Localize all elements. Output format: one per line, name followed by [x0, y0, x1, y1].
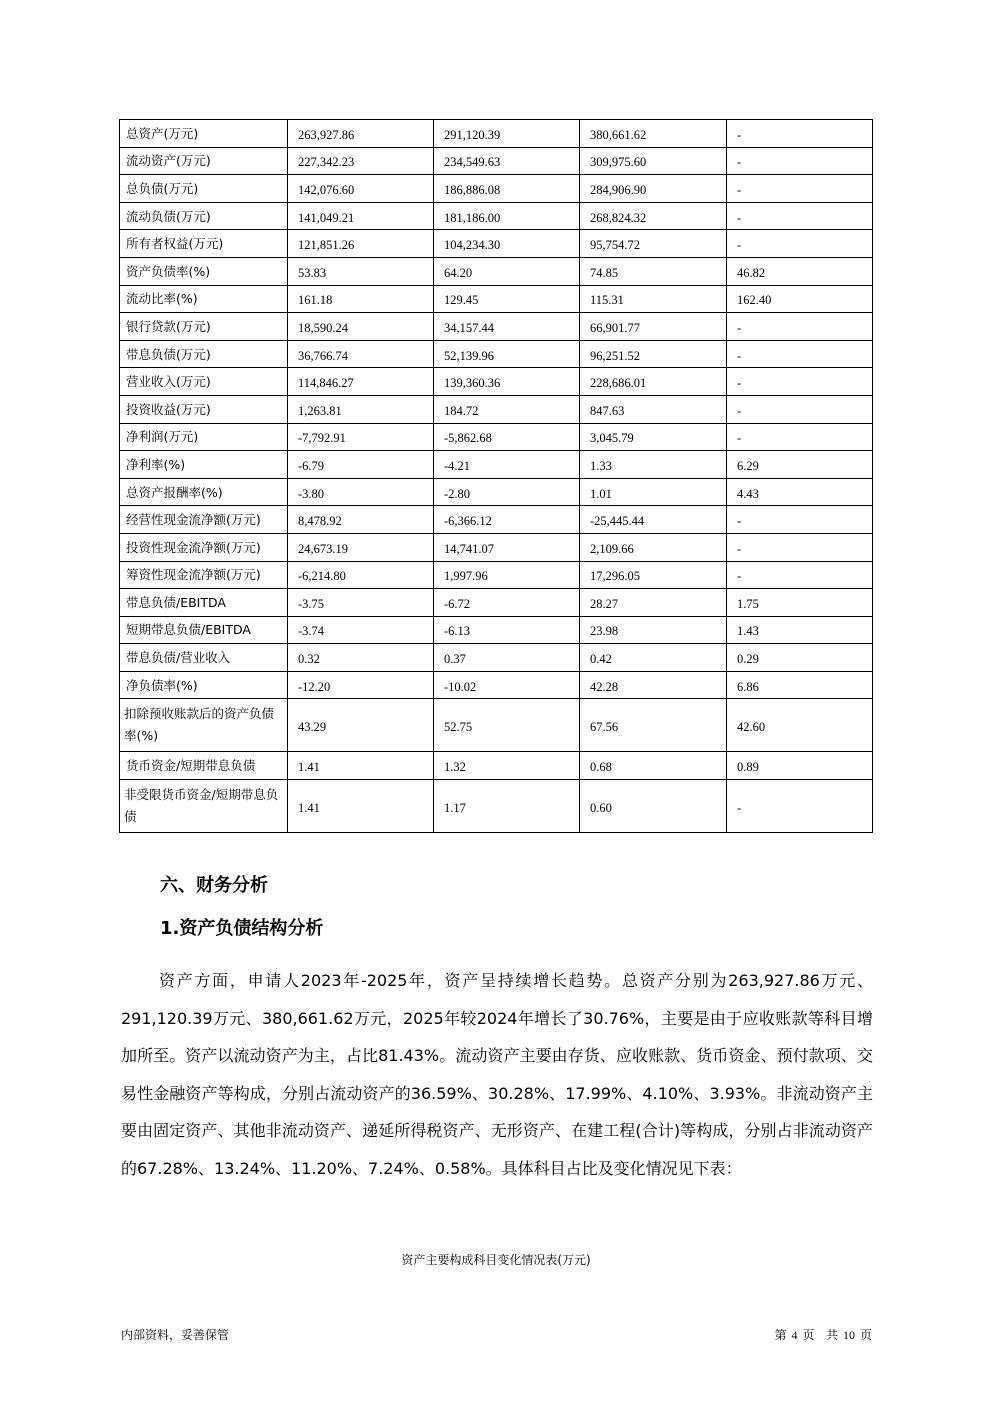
table-row [120, 120, 873, 148]
table-cell: -10.02 [434, 671, 580, 699]
footer-page-number [774, 1326, 872, 1343]
table-cell: 309,975.60 [580, 147, 727, 175]
row-label: 银行贷款(万元) [120, 313, 288, 341]
table-cell: 263,927.86 [288, 120, 434, 148]
table-cell: 284,906.90 [580, 175, 727, 203]
financial-indicators-table [119, 119, 873, 833]
table-row [120, 478, 873, 506]
table-row [120, 285, 873, 313]
page-prefix: 第 [774, 1328, 787, 1342]
table-cell: 8,478.92 [288, 506, 434, 534]
subsection-heading: 1.资产负债结构分析 [160, 918, 324, 939]
footer-confidential-note: 内部资料，妥善保管 [121, 1328, 230, 1342]
table-cell: 64.20 [434, 257, 580, 285]
total-prefix: 共 [825, 1328, 838, 1342]
table-cell: 0.37 [434, 644, 580, 672]
table-cell: 0.89 [727, 752, 873, 780]
table-cell: 184.72 [434, 395, 580, 423]
table-row [120, 780, 873, 833]
table-cell: -7,792.91 [288, 423, 434, 451]
table-cell: 1.41 [288, 752, 434, 780]
table-cell: 380,661.62 [580, 120, 727, 148]
table-row [120, 589, 873, 617]
table-cell: 53.83 [288, 257, 434, 285]
row-label: 所有者权益(万元) [120, 230, 288, 258]
table-cell: 17,296.05 [580, 561, 727, 589]
table-cell: 1.75 [727, 589, 873, 617]
table-cell: 95,754.72 [580, 230, 727, 258]
table-cell: 4.43 [727, 478, 873, 506]
table-cell: 3,045.79 [580, 423, 727, 451]
row-label: 投资性现金流净额(万元) [120, 533, 288, 561]
table-cell: 0.68 [580, 752, 727, 780]
table-caption: 资产主要构成科目变化情况表(万元) [401, 1253, 591, 1267]
table-row [120, 451, 873, 479]
section-heading: 六、财务分析 [160, 875, 268, 896]
row-label: 带息负债/EBITDA [120, 589, 288, 617]
row-label: 扣除预收账款后的资产负债率(%) [120, 699, 288, 752]
table-cell: - [727, 147, 873, 175]
row-label: 投资收益(万元) [120, 395, 288, 423]
table-cell: 43.29 [288, 699, 434, 752]
table-cell: 18,590.24 [288, 313, 434, 341]
page-number: 4 [791, 1328, 798, 1342]
table-cell: - [727, 561, 873, 589]
table-cell: 186,886.08 [434, 175, 580, 203]
table-cell: 141,049.21 [288, 202, 434, 230]
row-label: 总负债(万元) [120, 175, 288, 203]
table-cell: 1.01 [580, 478, 727, 506]
table-cell: -4.21 [434, 451, 580, 479]
table-row [120, 202, 873, 230]
table-cell: 228,686.01 [580, 368, 727, 396]
table-row [120, 313, 873, 341]
table-cell: 0.32 [288, 644, 434, 672]
total-pages: 10 [842, 1328, 855, 1342]
table-cell: 52,139.96 [434, 340, 580, 368]
table-cell: -25,445.44 [580, 506, 727, 534]
table-cell: - [727, 423, 873, 451]
table-cell: 847.63 [580, 395, 727, 423]
table-cell: 162.40 [727, 285, 873, 313]
row-label: 经营性现金流净额(万元) [120, 506, 288, 534]
table-cell: 129.45 [434, 285, 580, 313]
table-cell: 121,851.26 [288, 230, 434, 258]
row-label: 净利率(%) [120, 451, 288, 479]
table-cell: 1,263.81 [288, 395, 434, 423]
table-cell: - [727, 368, 873, 396]
table-cell: - [727, 506, 873, 534]
table-cell: 1.41 [288, 780, 434, 833]
table-cell: 6.86 [727, 671, 873, 699]
table-cell: - [727, 340, 873, 368]
table-cell: 66,901.77 [580, 313, 727, 341]
table-row [120, 230, 873, 258]
row-label: 流动资产(万元) [120, 147, 288, 175]
table-cell: - [727, 202, 873, 230]
body-paragraph: 资产方面，申请人2023年-2025年，资产呈持续增长趋势。总资产分别为263,927.86万元、291,120.39万元、380,661.62万元，2025年较2024年增长了30.76%，主要是由于应收账款等科目增加所至。资产以流动资产为主，占比81.43%。流动资产主要由存货、应收账款、货币资金、预付款项、交易性金融资产等构成，分别占流动资产的36.59%、30.28%、17.99%、4.10%、3.93%。非流动资产主要由固定资产、其他非流动资产、递延所得税资产、无形资产、在建工程(合计)等构成，分别占非流动资产的67.28%、13.24%、11.20%、7.24%、0.58%。具体科目占比及变化情况见下表： [121, 971, 873, 1178]
table-cell: 24,673.19 [288, 533, 434, 561]
table-cell: -3.74 [288, 616, 434, 644]
table-cell: -6,366.12 [434, 506, 580, 534]
table-cell: - [727, 780, 873, 833]
table-row [120, 644, 873, 672]
table-cell: 52.75 [434, 699, 580, 752]
total-unit: 页 [859, 1328, 872, 1342]
table-cell: 67.56 [580, 699, 727, 752]
table-cell: - [727, 533, 873, 561]
table-cell: -5,862.68 [434, 423, 580, 451]
table-cell: 42.28 [580, 671, 727, 699]
table-cell: 1.33 [580, 451, 727, 479]
table-cell: 268,824.32 [580, 202, 727, 230]
row-label: 带息负债/营业收入 [120, 644, 288, 672]
table-cell: 1.17 [434, 780, 580, 833]
table-cell: 104,234.30 [434, 230, 580, 258]
table-cell: 6.29 [727, 451, 873, 479]
row-label: 带息负债(万元) [120, 340, 288, 368]
row-label: 筹资性现金流净额(万元) [120, 561, 288, 589]
row-label: 流动负债(万元) [120, 202, 288, 230]
table-cell: -6.79 [288, 451, 434, 479]
table-cell: 142,076.60 [288, 175, 434, 203]
table-cell: 139,360.36 [434, 368, 580, 396]
table-row [120, 147, 873, 175]
row-label: 净负债率(%) [120, 671, 288, 699]
table-row [120, 340, 873, 368]
table-row [120, 423, 873, 451]
table-cell: - [727, 175, 873, 203]
table-cell: 181,186.00 [434, 202, 580, 230]
table-row [120, 616, 873, 644]
table-cell: 114,846.27 [288, 368, 434, 396]
table-body [120, 120, 873, 833]
table-cell: - [727, 120, 873, 148]
table-row [120, 175, 873, 203]
table-cell: -3.75 [288, 589, 434, 617]
table-cell: 0.42 [580, 644, 727, 672]
table-cell: 0.29 [727, 644, 873, 672]
row-label: 营业收入(万元) [120, 368, 288, 396]
table-cell: - [727, 313, 873, 341]
table-cell: -3.80 [288, 478, 434, 506]
row-label: 货币资金/短期带息负债 [120, 752, 288, 780]
table-row [120, 699, 873, 752]
table-cell: - [727, 230, 873, 258]
table-cell: 2,109.66 [580, 533, 727, 561]
table-cell: -12.20 [288, 671, 434, 699]
row-label: 总资产报酬率(%) [120, 478, 288, 506]
table-cell: 23.98 [580, 616, 727, 644]
table-cell: -6.13 [434, 616, 580, 644]
table-row [120, 257, 873, 285]
table-row [120, 671, 873, 699]
table-cell: -6,214.80 [288, 561, 434, 589]
table-cell: 1.32 [434, 752, 580, 780]
table-cell: 42.60 [727, 699, 873, 752]
page-unit: 页 [802, 1328, 815, 1342]
table-cell: 96,251.52 [580, 340, 727, 368]
table-cell: 0.60 [580, 780, 727, 833]
table-cell: 28.27 [580, 589, 727, 617]
table-row [120, 395, 873, 423]
table-cell: -2.80 [434, 478, 580, 506]
table-cell: 74.85 [580, 257, 727, 285]
table-cell: 14,741.07 [434, 533, 580, 561]
table-row [120, 752, 873, 780]
table-cell: -6.72 [434, 589, 580, 617]
table-cell: 227,342.23 [288, 147, 434, 175]
row-label: 资产负债率(%) [120, 257, 288, 285]
row-label: 短期带息负债/EBITDA [120, 616, 288, 644]
table-cell: 1,997.96 [434, 561, 580, 589]
table-cell: 115.31 [580, 285, 727, 313]
table-cell: 161.18 [288, 285, 434, 313]
table-cell: 36,766.74 [288, 340, 434, 368]
table-cell: - [727, 395, 873, 423]
row-label: 净利润(万元) [120, 423, 288, 451]
table-row [120, 561, 873, 589]
table-row [120, 368, 873, 396]
row-label: 非受限货币资金/短期带息负债 [120, 780, 288, 833]
table-cell: 46.82 [727, 257, 873, 285]
table-cell: 234,549.63 [434, 147, 580, 175]
table-cell: 1.43 [727, 616, 873, 644]
table-cell: 34,157.44 [434, 313, 580, 341]
row-label: 总资产(万元) [120, 120, 288, 148]
table-cell: 291,120.39 [434, 120, 580, 148]
table-row [120, 533, 873, 561]
table-row [120, 506, 873, 534]
row-label: 流动比率(%) [120, 285, 288, 313]
